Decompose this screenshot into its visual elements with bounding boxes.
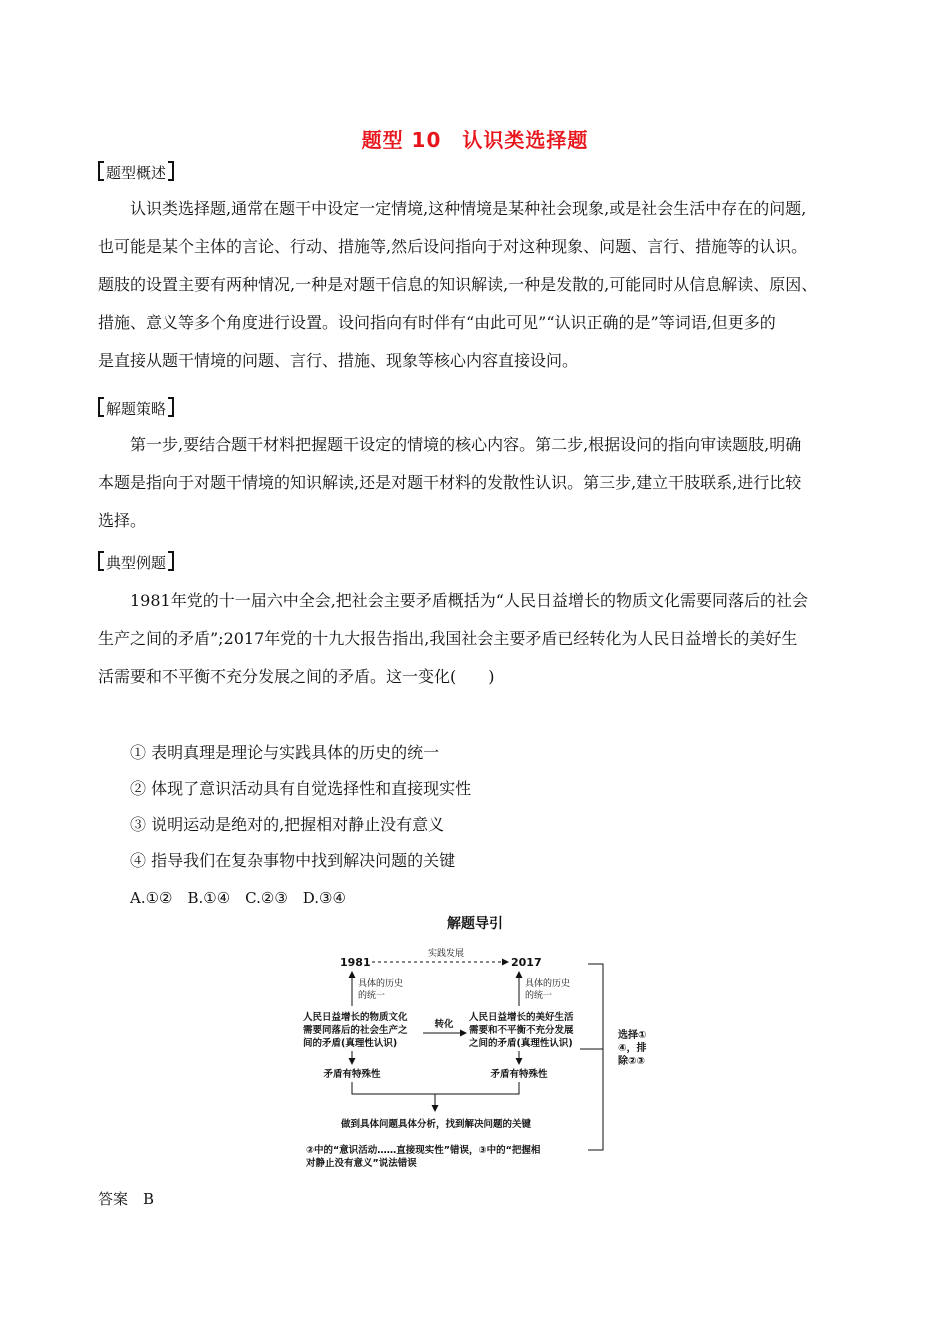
right-contradiction-line: 人民日益增长的美好生活 (469, 1012, 574, 1023)
strategy-line: 选择。 (98, 511, 147, 530)
example-line: 生产之间的矛盾”;2017年党的十九大报告指出,我国社会主要矛盾已经转化为人民日益增长的美好生 (98, 629, 798, 648)
left-special-label: 矛盾有特殊性 (323, 1069, 381, 1080)
error-note-line: 对静止没有意义”说法错误 (306, 1158, 417, 1169)
example-line: 活需要和不平衡不充分发展之间的矛盾。这一变化( ) (98, 667, 495, 686)
year-2017-label: 2017 (511, 956, 542, 969)
error-note-line: ②中的“意识活动……直接现实性”错误，③中的“把握相 (306, 1145, 541, 1156)
right-unity-label-2: 的统一 (525, 991, 553, 1001)
left-unity-label-2: 的统一 (358, 991, 386, 1001)
option-item: ④ 指导我们在复杂事物中找到解决问题的关键 (130, 851, 456, 870)
option-item: ③ 说明运动是绝对的,把握相对静止没有意义 (130, 815, 445, 834)
section-heading-strategy-label: 解题策略 (106, 400, 167, 418)
section-heading-overview (98, 161, 174, 183)
strategy-paragraph (98, 426, 856, 540)
practice-label: 实践发展 (427, 949, 465, 959)
section-heading-example-label: 典型例题 (106, 554, 167, 572)
right-contradiction-line: 之间的矛盾(真理性认识) (469, 1038, 573, 1049)
answer-choices: A.①② B.①④ C.②③ D.③④ (130, 889, 346, 907)
right-special-label: 矛盾有特殊性 (490, 1069, 548, 1080)
section-heading-strategy (98, 397, 174, 419)
overview-line: 是直接从题干情境的问题、言行、措施、现象等核心内容直接设问。 (98, 351, 579, 370)
year-1981-label: 1981 (340, 956, 371, 969)
overview-line: 题肢的设置主要有两种情况,一种是对题干信息的知识解读,一种是发散的,可能同时从信息解读、原因、 (98, 275, 818, 294)
left-contradiction-line: 间的矛盾(真理性认识) (303, 1038, 398, 1049)
left-contradiction-line: 需要同落后的社会生产之 (303, 1025, 408, 1036)
select-line: 除②③ (618, 1056, 645, 1067)
left-contradiction-line: 人民日益增长的物质文化 (303, 1012, 408, 1023)
select-line: ④，排 (618, 1043, 647, 1054)
right-contradiction-line: 需要和不平衡不充分发展 (469, 1025, 574, 1036)
key-point-label: 做到具体问题具体分析，找到解决问题的关键 (340, 1119, 532, 1130)
right-unity-label-1: 具体的历史 (525, 979, 571, 989)
example-line: 1981年党的十一届六中全会,把社会主要矛盾概括为“人民日益增长的物质文化需要同落后的社会 (130, 591, 808, 610)
overview-line: 措施、意义等多个角度进行设置。设问指向有时伴有“由此可见”“认识正确的是”等词语,但更多的 (98, 313, 776, 332)
overview-line: 认识类选择题,通常在题干中设定一定情境,这种情境是某种社会现象,或是社会生活中存在的问题, (130, 199, 807, 218)
left-unity-label-1: 具体的历史 (358, 979, 404, 989)
example-paragraph (98, 582, 856, 696)
option-item: ② 体现了意识活动具有自觉选择性和直接现实性 (130, 779, 472, 798)
merge-connector (352, 1082, 519, 1094)
option-item: ① 表明真理是理论与实践具体的历史的统一 (130, 743, 440, 762)
strategy-line: 本题是指向于对题干情境的知识解读,还是对题干材料的发散性认识。第三步,建立干肢联系,进行比较 (98, 473, 802, 492)
overview-line: 也可能是某个主体的言论、行动、措施等,然后设问指向于对这种现象、问题、言行、措施等的认识。 (98, 237, 808, 256)
guide-title: 解题导引 (447, 916, 503, 932)
section-heading-overview-label: 题型概述 (106, 164, 167, 182)
conclusion-bracket (588, 964, 603, 1150)
answer-line: 答案 B (98, 1190, 155, 1208)
page-title: 题型 10 认识类选择题 (361, 128, 589, 152)
select-line: 选择① (618, 1030, 647, 1041)
section-heading-example (98, 551, 174, 573)
overview-paragraph (98, 190, 856, 380)
transform-label: 转化 (434, 1019, 454, 1030)
strategy-line: 第一步,要结合题干材料把握题干设定的情境的核心内容。第二步,根据设问的指向审读题肢,明确 (130, 435, 802, 454)
